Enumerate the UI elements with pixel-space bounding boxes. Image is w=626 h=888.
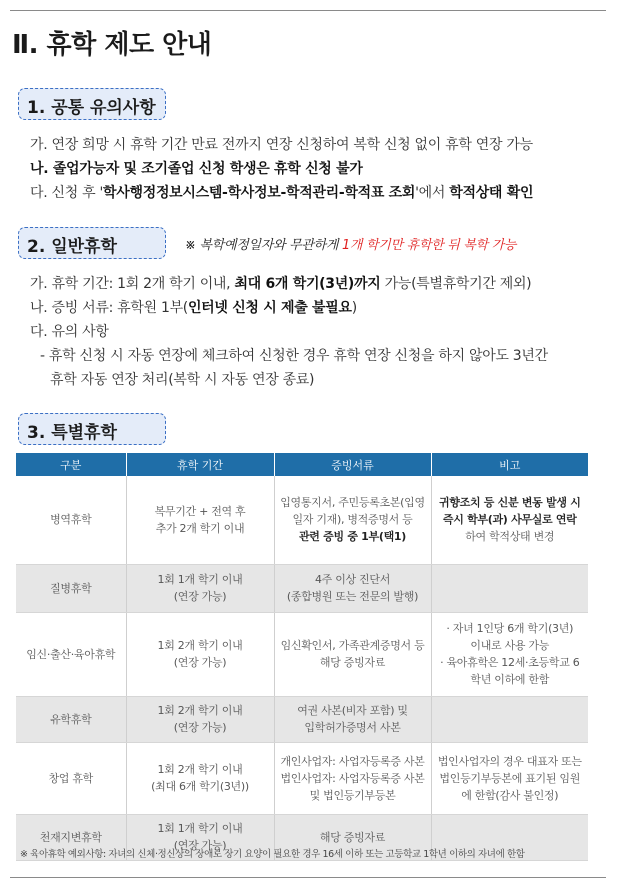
header-docs: 증빙서류 [274,453,431,476]
common-line-2: 나. 졸업가능자 및 조기졸업 신청 학생은 휴학 신청 불가 [30,161,363,177]
cell-type: 임신·출산·육아휴학 [16,612,126,696]
header-period: 휴학 기간 [126,453,274,476]
section-heading-common: 1. 공통 유의사항 [18,88,166,120]
cell-note [431,564,588,612]
general-line-2: 나. 증빙 서류: 휴학원 1부(인터넷 신청 시 제출 불필요) [30,300,357,316]
cell-note [431,696,588,742]
header-type: 구분 [16,453,126,476]
cell-docs: 4주 이상 진단서 (종합병원 또는 전문의 발행) [274,564,431,612]
general-line-1: 가. 휴학 기간: 1회 2개 학기 이내, 최대 6개 학기(3년)까지 가능(특별휴학기간 제외) [30,276,532,292]
section-heading-general: 2. 일반휴학 [18,227,166,259]
cell-period: 1회 2개 학기 이내 (연장 가능) [126,696,274,742]
common-line-3: 다. 신청 후 '학사행정정보시스템-학사정보-학적관리-학적표 조회'에서 학적상태 확인 [30,185,534,201]
top-divider [10,10,606,11]
general-line-4: - 휴학 신청 시 자동 연장에 체크하여 신청한 경우 휴학 연장 신청을 하지 않아도 3년간 [40,348,548,364]
cell-period: 1회 1개 학기 이내 (연장 가능) [126,814,274,860]
special-leave-table [16,453,588,861]
cell-note: 법인사업자의 경우 대표자 또는 법인등기부등본에 표기된 임원 에 한함(감사 불인정) [431,742,588,814]
cell-period: 복무기간 + 전역 후 추가 2개 학기 이내 [126,476,274,564]
general-line-5: 휴학 자동 연장 처리(복학 시 자동 연장 종료) [50,372,315,388]
cell-docs: 해당 증빙자료 [274,814,431,860]
section-heading-special: 3. 특별휴학 [18,413,166,445]
table-row [16,696,588,742]
cell-docs: 임신확인서, 가족관계증명서 등 해당 증빙자료 [274,612,431,696]
handwritten-note: ※ 복학예정일자와 무관하게 1개 학기만 휴학한 뒤 복학 가능 [185,238,517,253]
cell-docs: 개인사업자: 사업자등록증 사본 법인사업자: 사업자등록증 사본 및 법인등기부등본 [274,742,431,814]
cell-type: 천재지변휴학 [16,814,126,860]
cell-period: 1회 2개 학기 이내 (연장 가능) [126,612,274,696]
cell-docs: 입영통지서, 주민등록초본(입영 일자 기재), 병적증명서 등 관련 증빙 중 1부(택1) [274,476,431,564]
cell-note: 귀향조치 등 신분 변동 발생 시 즉시 학부(과) 사무실로 연락 하여 학적상태 변경 [431,476,588,564]
general-line-3: 다. 유의 사항 [30,324,109,340]
common-line-1: 가. 연장 희망 시 휴학 기간 만료 전까지 연장 신청하여 복학 신청 없이 휴학 연장 가능 [30,137,533,153]
table-header-row [16,453,588,476]
bottom-divider [10,877,606,878]
cell-type: 창업 휴학 [16,742,126,814]
header-note: 비고 [431,453,588,476]
cell-docs: 여권 사본(비자 포함) 및 입학허가증명서 사본 [274,696,431,742]
table-row [16,476,588,564]
table-row [16,564,588,612]
table-row [16,742,588,814]
cell-period: 1회 2개 학기 이내 (최대 6개 학기(3년)) [126,742,274,814]
cell-type: 유학휴학 [16,696,126,742]
cell-type: 질병휴학 [16,564,126,612]
table-footnote: ※ 육아휴학 예외사항: 자녀의 신체·정신상의 장애로 장기 요양이 필요한 경우 16세 이하 또는 고등학교 1학년 이하의 자녀에 한함 [20,849,525,860]
cell-type: 병역휴학 [16,476,126,564]
cell-note: · 자녀 1인당 6개 학기(3년) 이내로 사용 가능 · 육아휴학은 12세·초등학교 6 학년 이하에 한함 [431,612,588,696]
table-row [16,612,588,696]
page-title: Ⅱ. 휴학 제도 안내 [12,30,212,60]
cell-period: 1회 1개 학기 이내 (연장 가능) [126,564,274,612]
